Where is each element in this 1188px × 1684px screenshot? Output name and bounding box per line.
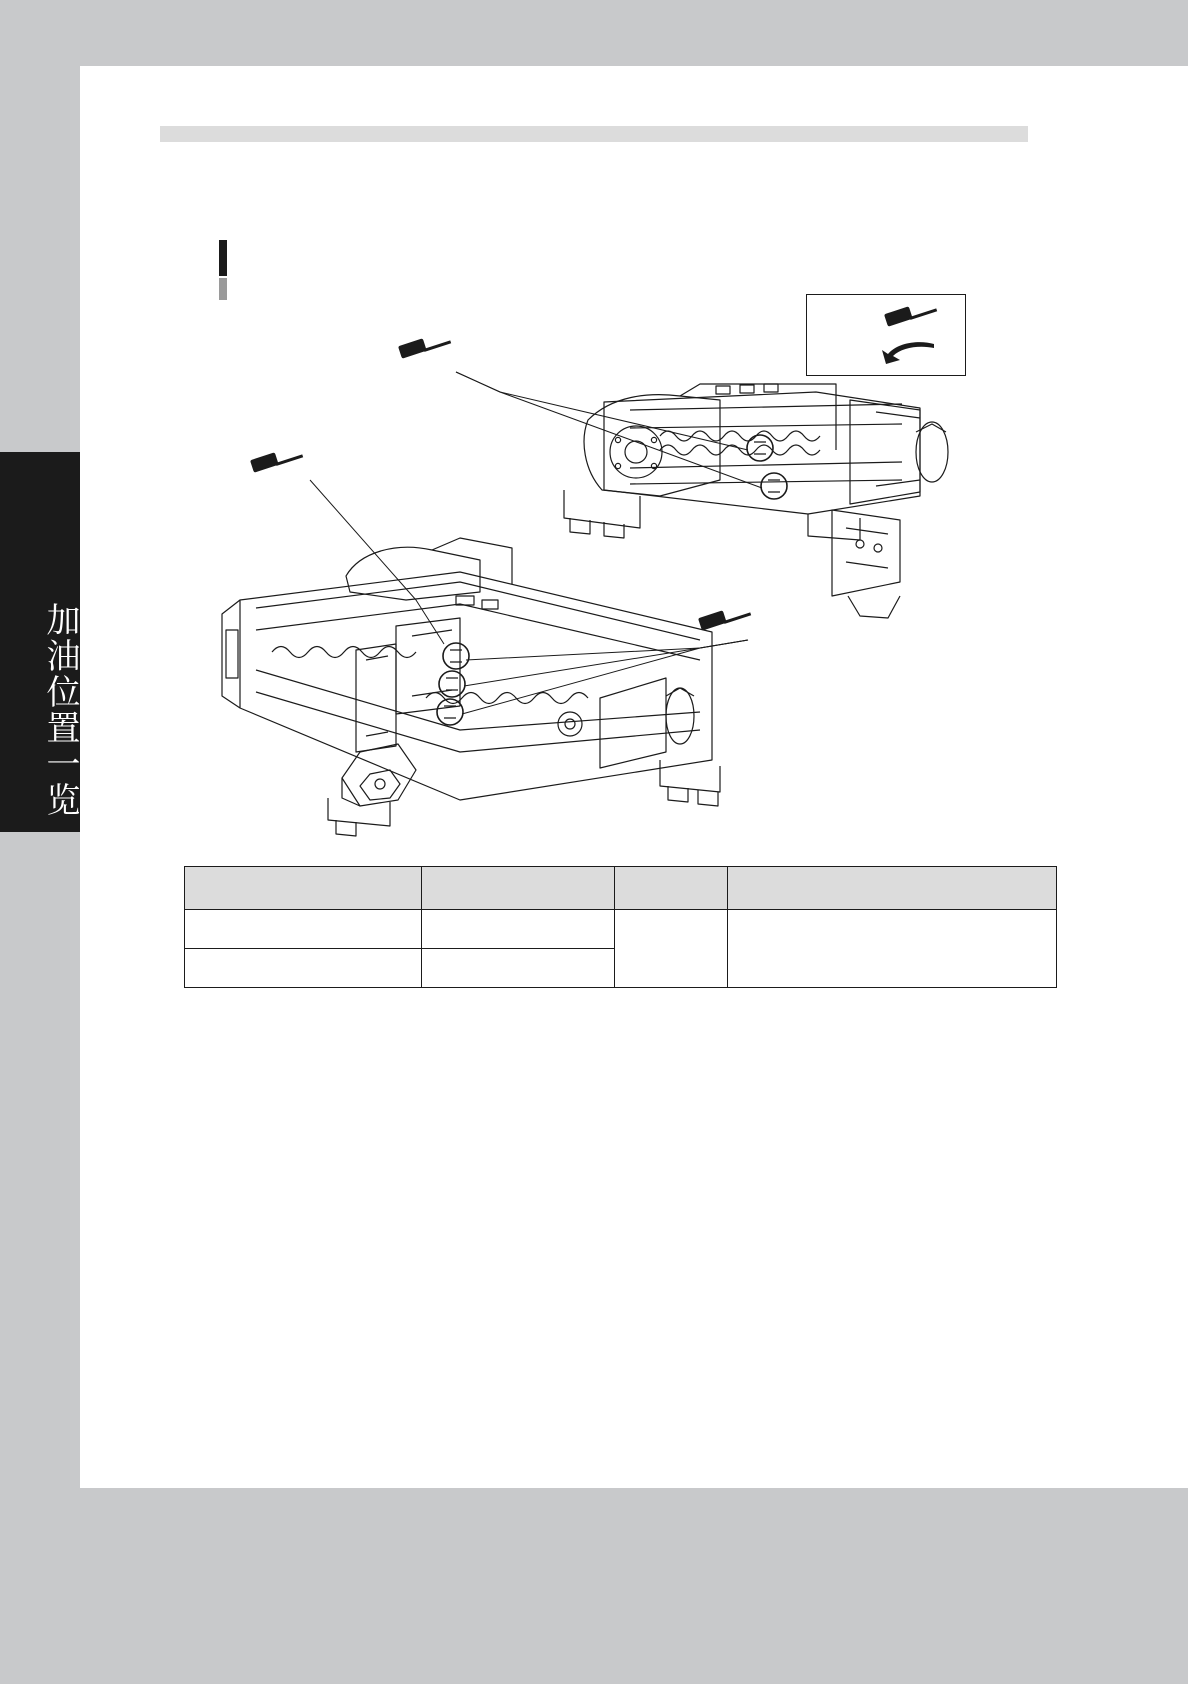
table-cell-r1c3 <box>615 910 728 988</box>
upper-machine-assembly <box>456 372 948 618</box>
table-header-cell-4 <box>728 867 1057 910</box>
table-cell-r1c4 <box>728 910 1057 988</box>
table-header-cell-3 <box>615 867 728 910</box>
table-header-cell-2 <box>422 867 615 910</box>
side-tab-label: 加油位置一览 <box>40 602 80 818</box>
table-header-cell-1 <box>185 867 422 910</box>
header-rule-bar <box>160 126 1028 142</box>
machine-illustration <box>160 300 1040 860</box>
table-cell-r1c1 <box>185 910 422 949</box>
table-header-row <box>185 867 1057 910</box>
table-row <box>185 910 1057 949</box>
page-left-band <box>0 0 80 1684</box>
table-cell-r2c1 <box>185 949 422 988</box>
lower-machine-assembly <box>222 480 748 836</box>
section-marker-secondary <box>219 278 227 300</box>
table-cell-r2c2 <box>422 949 615 988</box>
table-cell-r1c2 <box>422 910 615 949</box>
lubrication-spec-table <box>184 866 1057 988</box>
section-marker-primary <box>219 240 227 276</box>
